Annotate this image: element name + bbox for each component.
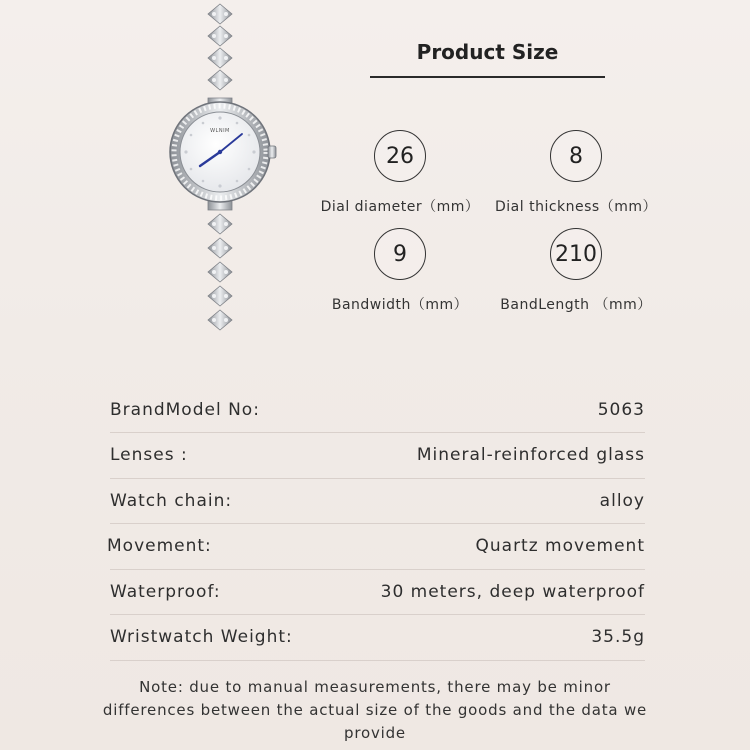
spec-label: BandLength （mm）: [500, 297, 652, 313]
detail-label: Watch chain:: [110, 491, 233, 511]
product-size-title: Product Size: [416, 40, 559, 64]
detail-row-waterproof: [110, 569, 645, 615]
detail-label: BrandModel No:: [110, 400, 260, 420]
spec-value-circle: 8: [550, 130, 602, 182]
spec-band-length: [491, 228, 661, 314]
measurement-note: Note: due to manual measurements, there may be minor differences between the actual size of the goods and the data we provide: [102, 678, 648, 742]
detail-value: Quartz movement: [475, 536, 645, 556]
detail-row-movement: [107, 523, 645, 569]
detail-label: Movement:: [107, 536, 212, 556]
spec-label: Dial diameter（mm）: [320, 199, 480, 215]
watch-brand-text: WLNIM: [210, 128, 230, 134]
spec-dial-thickness: [491, 130, 661, 216]
detail-value: Mineral-reinforced glass: [416, 445, 645, 465]
detail-row-lenses: [110, 432, 645, 478]
watch-illustration: [160, 0, 280, 360]
spec-value-circle: 210: [550, 228, 602, 280]
spec-label: Bandwidth（mm）: [331, 297, 469, 313]
detail-row-model: [110, 387, 645, 433]
spec-bandwidth: [315, 228, 485, 314]
spec-value-circle: 26: [374, 130, 426, 182]
spec-value-circle: 9: [374, 228, 426, 280]
detail-label: Waterproof:: [110, 582, 221, 602]
row-divider: [110, 660, 645, 661]
detail-value: 30 meters, deep waterproof: [380, 582, 645, 602]
spec-dial-diameter: [315, 130, 485, 216]
watch-image: [160, 0, 280, 360]
title-underline: [370, 76, 605, 78]
detail-label: Lenses :: [110, 445, 188, 465]
detail-row-weight: [110, 614, 645, 660]
spec-label: Dial thickness（mm）: [495, 199, 657, 215]
detail-value: 5063: [597, 400, 645, 420]
detail-label: Wristwatch Weight:: [110, 627, 293, 647]
detail-row-chain: [110, 478, 645, 524]
detail-value: alloy: [599, 491, 645, 511]
detail-value: 35.5g: [591, 627, 645, 647]
